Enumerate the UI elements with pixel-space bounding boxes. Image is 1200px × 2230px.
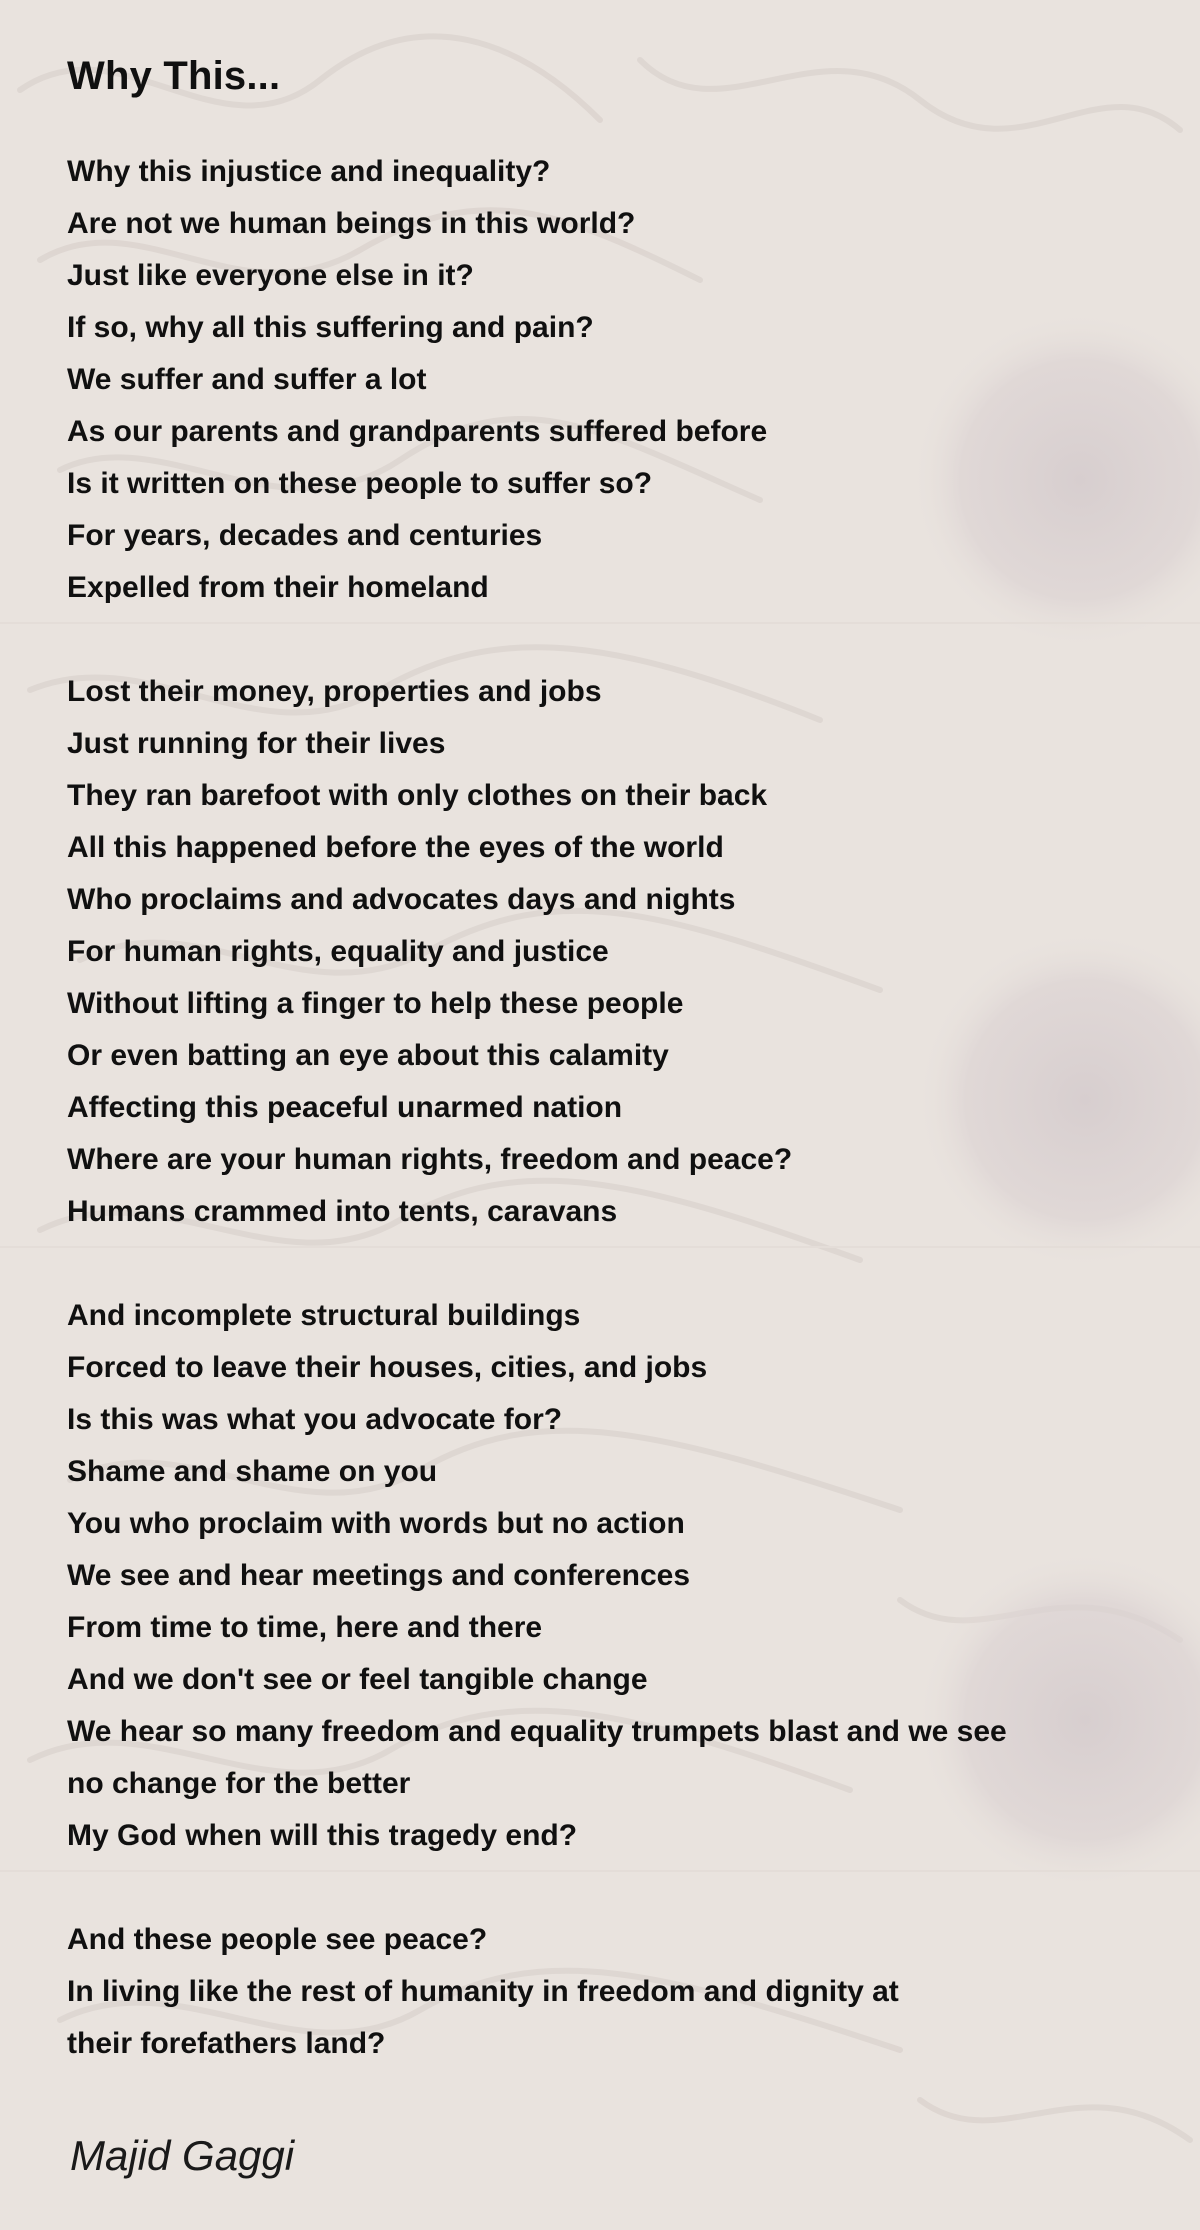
poem-line: Is it written on these people to suffer so? — [67, 467, 653, 500]
poem-line: From time to time, here and there — [67, 1611, 543, 1644]
poem-line: And incomplete structural buildings — [67, 1299, 581, 1332]
poem-author: Majid Gaggi — [70, 2132, 295, 2179]
poem-line: All this happened before the eyes of the world — [67, 831, 724, 864]
poem-line: For years, decades and centuries — [67, 519, 543, 552]
poem-line: In living like the rest of humanity in freedom and dignity at — [67, 1975, 899, 2008]
poem-line: For human rights, equality and justice — [67, 935, 609, 968]
poem-line: Forced to leave their houses, cities, and jobs — [67, 1351, 708, 1384]
poem-line: We suffer and suffer a lot — [67, 363, 427, 396]
poem-line: And these people see peace? — [67, 1923, 488, 1956]
poem-line: Humans crammed into tents, caravans — [67, 1195, 618, 1228]
stanza-2 — [67, 666, 1147, 1238]
poem-line: As our parents and grandparents suffered before — [67, 415, 768, 448]
poem-line: no change for the better — [67, 1767, 411, 1800]
poem-line: Shame and shame on you — [67, 1455, 438, 1488]
poem-line: My God when will this tragedy end? — [67, 1819, 578, 1852]
stanza-3 — [67, 1290, 1147, 1862]
poem-line: Who proclaims and advocates days and nights — [67, 883, 736, 916]
poem-line: We hear so many freedom and equality trumpets blast and we see — [67, 1715, 1007, 1748]
poem-line: Just like everyone else in it? — [67, 259, 474, 292]
poem — [67, 48, 1147, 2122]
poem-line: Or even batting an eye about this calamity — [67, 1039, 669, 1072]
poem-line: Without lifting a finger to help these people — [67, 987, 684, 1020]
poem-line: Expelled from their homeland — [67, 571, 489, 604]
poem-line: If so, why all this suffering and pain? — [67, 311, 594, 344]
stanza-4 — [67, 1914, 1147, 2070]
poem-line: Where are your human rights, freedom and peace? — [67, 1143, 793, 1176]
stanza-1 — [67, 146, 1147, 614]
poem-line: Lost their money, properties and jobs — [67, 675, 602, 708]
poem-line: Is this was what you advocate for? — [67, 1403, 563, 1436]
poem-line: Affecting this peaceful unarmed nation — [67, 1091, 623, 1124]
poem-line: Just running for their lives — [67, 727, 446, 760]
poem-line: Why this injustice and inequality? — [67, 155, 551, 188]
poem-line: Are not we human beings in this world? — [67, 207, 636, 240]
poem-line: And we don't see or feel tangible change — [67, 1663, 648, 1696]
poem-line: You who proclaim with words but no action — [67, 1507, 685, 1540]
poem-title: Why This... — [67, 54, 281, 98]
poem-line: their forefathers land? — [67, 2027, 386, 2060]
poem-line: We see and hear meetings and conferences — [67, 1559, 691, 1592]
poem-line: They ran barefoot with only clothes on their back — [67, 779, 768, 812]
